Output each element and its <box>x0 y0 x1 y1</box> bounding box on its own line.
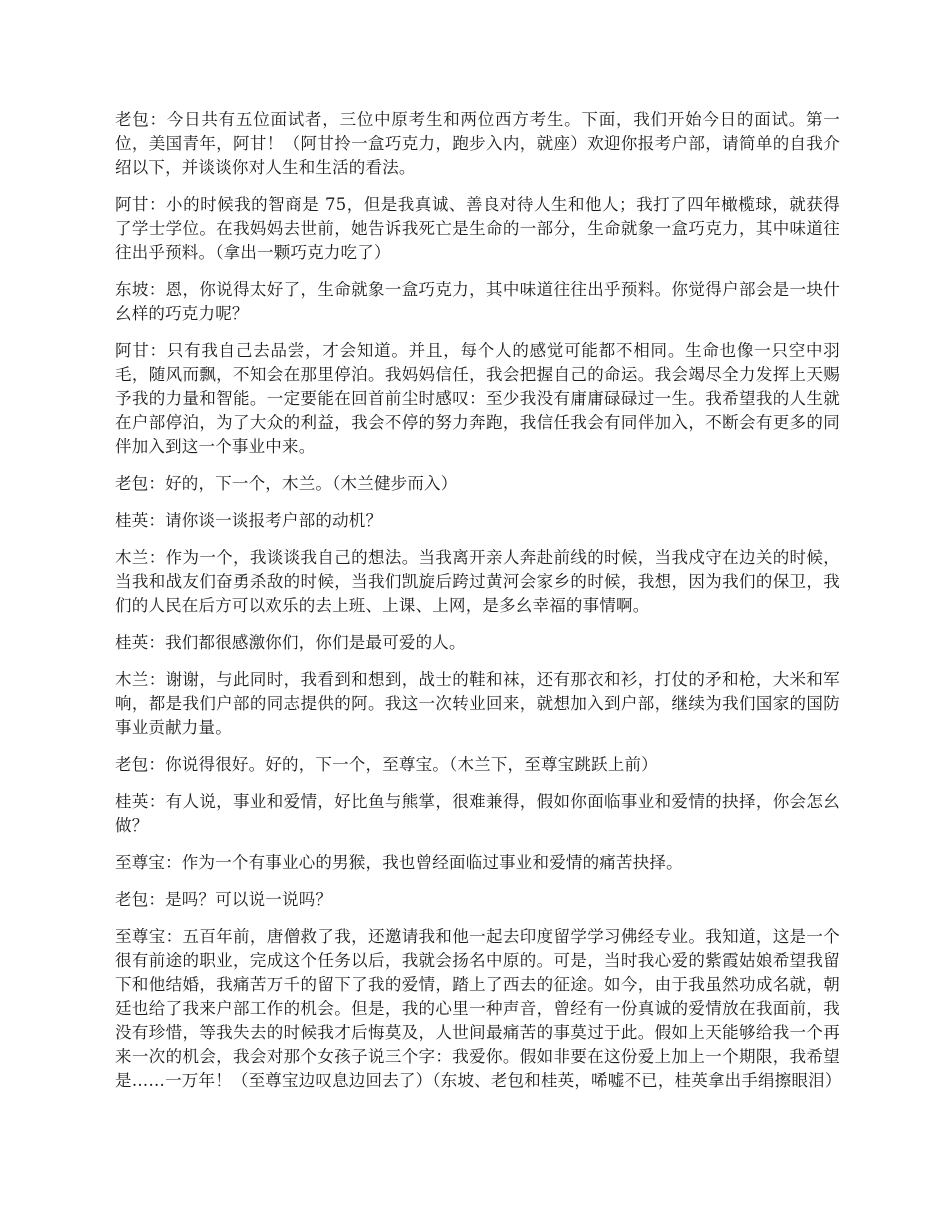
dialogue-paragraph: 老包：是吗？可以说一说吗？ <box>115 890 333 909</box>
dialogue-paragraph: 东坡：恩，你说得太好了，生命就象一盒巧克力，其中味道往往出乎预料。你觉得户部会是一块什幺样的巧克力呢？ <box>115 280 840 323</box>
dialogue-paragraph: 阿甘：小的时候我的智商是 75，但是我真诚、善良对待人生和他人；我打了四年橄榄球，就获得了学士学位。在我妈妈去世前，她告诉我死亡是生命的一部分，生命就象一盒巧克力，其中味道往往出乎预料。（拿出一颗巧克力吃了） <box>115 195 840 262</box>
dialogue-paragraph: 桂英：我们都很感激你们，你们是最可爱的人。 <box>115 633 466 652</box>
dialogue-paragraph: 木兰：作为一个，我谈谈我自己的想法。当我离开亲人奔赴前线的时候，当我戍守在边关的时候，当我和战友们奋勇杀敌的时候，当我们凯旋后跨过黄河会家乡的时候，我想，因为我们的保卫，我们的人民在后方可以欢乐的去上班、上课、上网，是多幺幸福的事情啊。 <box>115 548 840 615</box>
dialogue-paragraph: 阿甘：只有我自己去品尝，才会知道。并且，每个人的感觉可能都不相同。生命也像一只空中羽毛，随风而飘，不知会在那里停泊。我妈妈信任，我会把握自己的命运。我会竭尽全力发挥上天赐予我的力量和智能。一定要能在回首前尘时感叹：至少我没有庸庸碌碌过一生。我希望我的人生就在户部停泊，为了大众的利益，我会不停的努力奔跑，我信任我会有同伴加入，不断会有更多的同伴加入到这一个事业中来。 <box>115 341 840 456</box>
dialogue-paragraph: 桂英：有人说，事业和爱情，好比鱼与熊掌，很难兼得，假如你面临事业和爱情的抉择，你会怎幺做？ <box>115 792 840 835</box>
dialogue-paragraph: 桂英：请你谈一谈报考户部的动机？ <box>115 511 383 530</box>
dialogue-paragraph: 至尊宝：五百年前，唐僧救了我，还邀请我和他一起去印度留学学习佛经专业。我知道，这是一个很有前途的职业，完成这个任务以后，我就会扬名中原的。可是，当时我心爱的紫霞姑娘希望我留下和他结婚，我痛苦万千的留下了我的爱情，踏上了西去的征途。如今，由于我虽然功成名就，朝廷也给了我来户部工作的机会。但是，我的心里一种声音，曾经有一份真诚的爱情放在我面前，我没有珍惜，等我失去的时候我才后悔莫及，人世间最痛苦的事莫过于此。假如上天能够给我一个再来一次的机会，我会对那个女孩子说三个字：我爱你。假如非要在这份爱上加上一个期限，我希望是……一万年！（至尊宝边叹息边回去了）（东坡、老包和桂英，唏嘘不已，桂英拿出手绢擦眼泪） <box>115 927 842 1090</box>
dialogue-paragraph: 老包：你说得很好。好的，下一个，至尊宝。（木兰下，至尊宝跳跃上前） <box>115 755 658 774</box>
dialogue-paragraph: 老包：好的，下一个，木兰。（木兰健步而入） <box>115 474 458 493</box>
dialogue-paragraph: 木兰：谢谢，与此同时，我看到和想到，战士的鞋和袜，还有那衣和衫，打仗的矛和枪，大米和军响，都是我们户部的同志提供的阿。我这一次转业回来，就想加入到户部，继续为我们国家的国防事业贡献力量。 <box>115 670 840 737</box>
dialogue-paragraph: 至尊宝：作为一个有事业心的男猴，我也曾经面临过事业和爱情的痛苦抉择。 <box>115 853 683 872</box>
dialogue-paragraph: 老包：今日共有五位面试者，三位中原考生和两位西方考生。下面，我们开始今日的面试。第一位，美国青年，阿甘！（阿甘拎一盒巧克力，跑步入内，就座）欢迎你报考户部，请简单的自我介绍以下，并谈谈你对人生和生活的看法。 <box>115 110 840 177</box>
document-page <box>115 108 840 1106</box>
